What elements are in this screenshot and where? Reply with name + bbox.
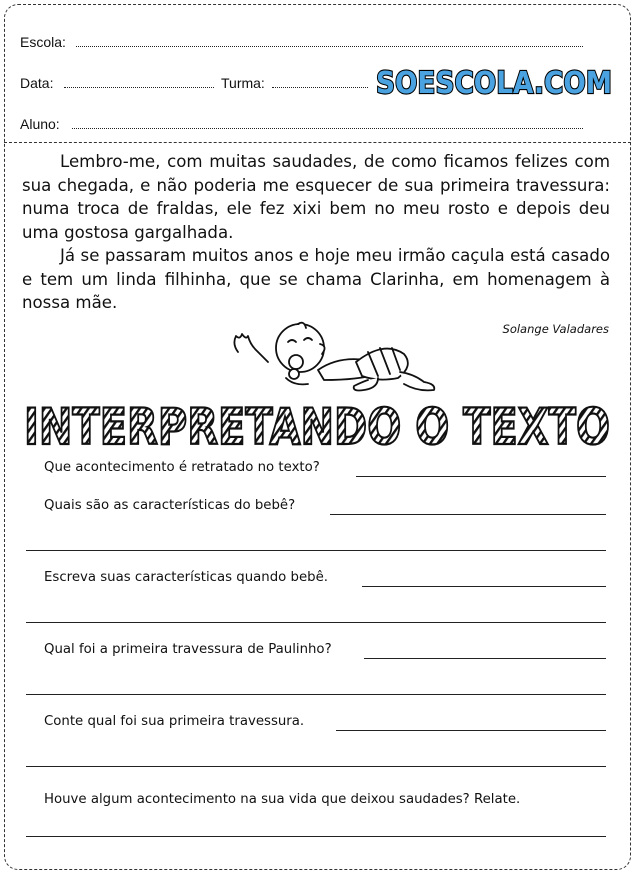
section-title-art: [18, 392, 618, 456]
answer-line-3a[interactable]: [362, 586, 606, 587]
soescola-logo: [374, 64, 614, 100]
header-divider: [4, 142, 631, 143]
turma-field[interactable]: [272, 87, 368, 88]
answer-line-4a[interactable]: [364, 658, 606, 659]
question-2: Quais são as características do bebê?: [44, 498, 296, 513]
story-paragraph-2: Já se passaram muitos anos e hoje meu irmão caçula está casado e tem um linda filhinha, que se chama Clarinha, em homenagem à nossa mãe.: [22, 246, 610, 312]
data-label: Data:: [20, 75, 54, 91]
baby-illustration: [228, 322, 444, 394]
answer-line-4b[interactable]: [26, 694, 606, 695]
question-4: Qual foi a primeira travessura de Paulinho?: [44, 642, 332, 657]
question-6: Houve algum acontecimento na sua vida que deixou saudades? Relate.: [44, 792, 521, 807]
answer-line-3b[interactable]: [26, 622, 606, 623]
logo-text: SOESCOLA.COM: [376, 66, 612, 101]
answer-line-2b[interactable]: [26, 550, 606, 551]
turma-label: Turma:: [221, 75, 265, 91]
answer-line-5b[interactable]: [26, 766, 606, 767]
question-3: Escreva suas características quando bebê.: [44, 570, 329, 585]
aluno-field[interactable]: [72, 128, 583, 129]
answer-line-6[interactable]: [26, 836, 606, 837]
answer-line-5a[interactable]: [336, 730, 606, 731]
story-paragraph-1: Lembro-me, com muitas saudades, de como ficamos felizes com sua chegada, e não poderia me esquecer de sua primeira travessura: numa troca de fraldas, ele fez xixi bem no meu rosto e depois deu uma gostosa gargalhada.: [22, 152, 610, 242]
story-author: Solange Valadares: [502, 322, 609, 336]
answer-line-2a[interactable]: [330, 514, 606, 515]
question-1: Que acontecimento é retratado no texto?: [44, 460, 320, 475]
aluno-label: Aluno:: [20, 116, 60, 132]
answer-line-1[interactable]: [356, 476, 606, 477]
question-5: Conte qual foi sua primeira travessura.: [44, 714, 305, 729]
data-field[interactable]: [64, 87, 214, 88]
escola-label: Escola:: [20, 34, 66, 50]
escola-field[interactable]: [76, 46, 583, 47]
section-title: INTERPRETANDO O TEXTO: [24, 398, 610, 456]
story-text: [22, 150, 610, 315]
